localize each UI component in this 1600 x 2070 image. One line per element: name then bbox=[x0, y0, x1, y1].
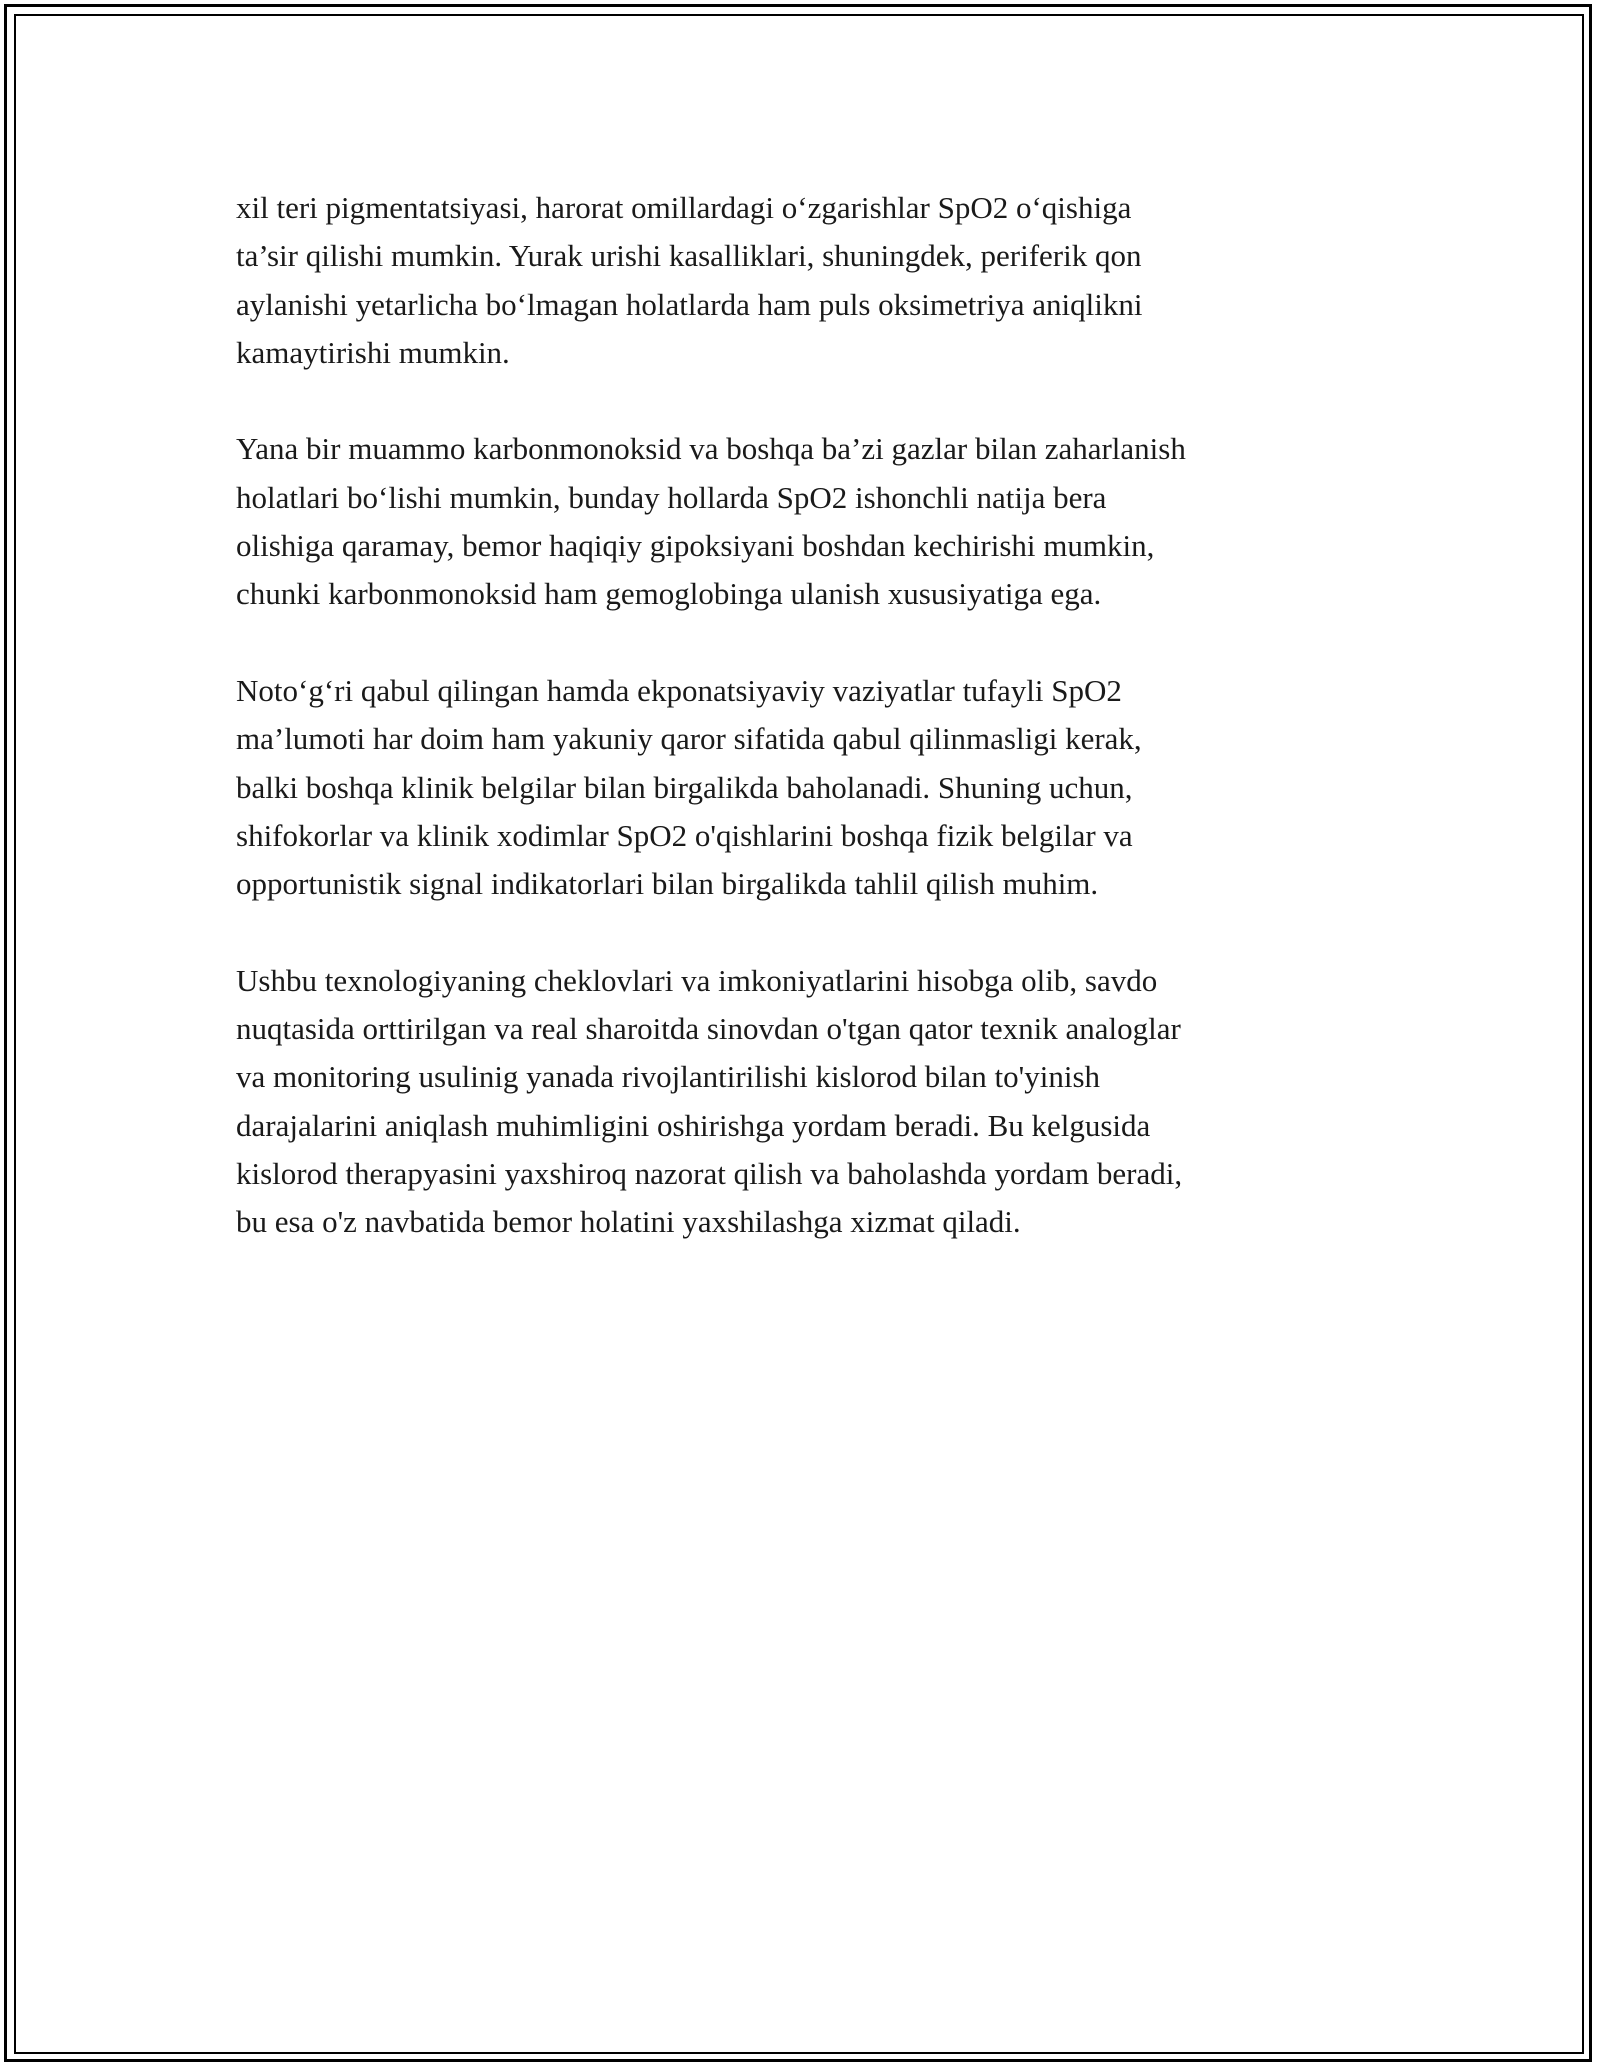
text-line: kislorod therapyasini yaxshiroq nazorat qilish va baholashda yordam beradi, bbox=[236, 1155, 1183, 1191]
text-line: bu esa o'z navbatida bemor holatini yaxshilashga xizmat qiladi. bbox=[236, 1204, 1021, 1240]
text-line: va monitoring usulinig yanada rivojlantirilishi kislorod bilan to'yinish bbox=[236, 1059, 1101, 1095]
text-line: darajalarini aniqlash muhimligini oshirishga yordam beradi. Bu kelgusida bbox=[236, 1107, 1151, 1143]
paragraph-2 bbox=[236, 425, 1400, 618]
text-line: xil teri pigmentatsiyasi, harorat omillardagi o‘zgarishlar SpO2 o‘qishiga bbox=[236, 190, 1132, 225]
paragraph-1 bbox=[236, 184, 1400, 377]
text-line: kamaytirishi mumkin. bbox=[236, 334, 510, 370]
text-line: ma’lumoti har doim ham yakuniy qaror sifatida qabul qilinmasligi kerak, bbox=[236, 721, 1142, 757]
text-line: olishiga qaramay, bemor haqiqiy gipoksiyani boshdan kechirishi mumkin, bbox=[236, 528, 1155, 564]
text-line: holatlari bo‘lishi mumkin, bunday hollarda SpO2 ishonchli natija bera bbox=[236, 479, 1107, 515]
text-line: Ushbu texnologiyaning cheklovlari va imkoniyatlarini hisobga olib, savdo bbox=[236, 962, 1158, 998]
text-line: opportunistik signal indikatorlari bilan birgalikda tahlil qilish muhim. bbox=[236, 866, 1099, 902]
text-line: nuqtasida orttirilgan va real sharoitda sinovdan o'tgan qator texnik analoglar bbox=[236, 1011, 1181, 1047]
text-line: shifokorlar va klinik xodimlar SpO2 o'qishlarini boshqa fizik belgilar va bbox=[236, 817, 1133, 853]
text-line: balki boshqa klinik belgilar bilan birgalikda baholanadi. Shuning uchun, bbox=[236, 769, 1133, 805]
text-line: Yana bir muammo karbonmonoksid va boshqa ba’zi gazlar bilan zaharlanish bbox=[236, 431, 1186, 467]
paragraph-4 bbox=[236, 957, 1400, 1247]
text-line: Noto‘g‘ri qabul qilingan hamda ekponatsiyaviy vaziyatlar tufayli SpO2 bbox=[236, 672, 1122, 708]
paragraph-3 bbox=[236, 667, 1400, 908]
text-line: ta’sir qilishi mumkin. Yurak urishi kasalliklari, shuningdek, periferik qon bbox=[236, 238, 1142, 274]
text-line: aylanishi yetarlicha bo‘lmagan holatlarda ham puls oksimetriya aniqlikni bbox=[236, 286, 1143, 322]
document-body bbox=[236, 184, 1400, 1295]
text-line: chunki karbonmonoksid ham gemoglobinga ulanish xususiyatiga ega. bbox=[236, 576, 1102, 612]
